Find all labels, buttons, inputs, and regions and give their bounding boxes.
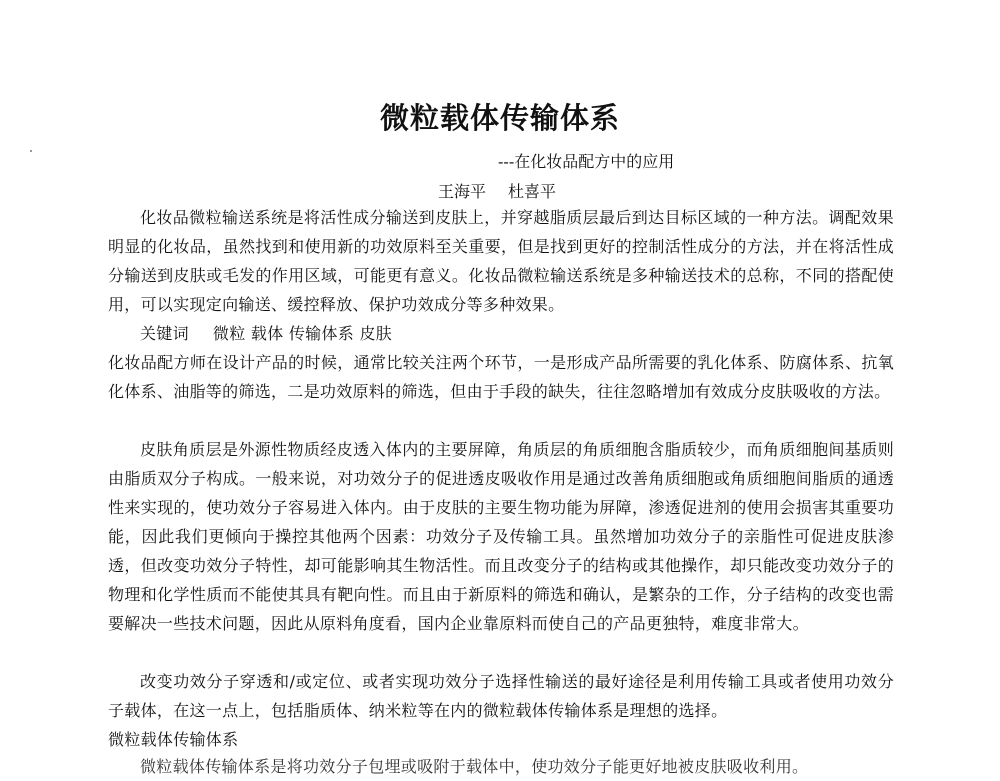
cut-off-line: 微粒载体传输体系是将功效分子包埋或吸附于载体中，使功效分子能更好地被皮肤吸收利用。 <box>140 757 809 776</box>
abstract-paragraph: 化妆品微粒输送系统是将活性成分输送到皮肤上，并穿越脂质层最后到达目标区域的一种方法。调配效果明显的化妆品，虽然找到和使用新的功效原料至关重要，但是找到更好的控制活性成分的方法，并在将活性成分输送到皮肤或毛发的作用区域，可能更有意义。化妆品微粒输送系统是多种输送技术的总称，不同的搭配使用，可以实现定向输送、缓控释放、保护功效成分等多种效果。 <box>108 208 894 314</box>
body-paragraph-3: 改变功效分子穿透和/或定位、或者实现功效分子选择性输送的最好途径是利用传输工具或者使用功效分子载体，在这一点上，包括脂质体、纳米粒等在内的微粒载体传输体系是理想的选择。 <box>108 672 894 720</box>
author-name: 王海平 <box>438 182 487 201</box>
keywords-line <box>108 319 894 348</box>
author-name: 杜喜平 <box>508 182 557 201</box>
paper-title: 微粒载体传输体系 <box>379 101 620 135</box>
body-paragraph-2: 皮肤角质层是外源性物质经皮透入体内的主要屏障，角质层的角质细胞含脂质较少，而角质细胞间基质则由脂质双分子构成。一般来说，对功效分子的促进透皮吸收作用是通过改善角质细胞或角质细胞间脂质的通透性来实现的，使功效分子容易进入体内。由于皮肤的主要生物功能为屏障，渗透促进剂的使用会损害其重要功能，因此我们更倾向于操控其他两个因素：功效分子及传输工具。虽然增加功效分子的亲脂性可促进皮肤渗透，但改变功效分子特性，却可能影响其生物活性。而且改变分子的结构或其他操作，却只能改变功效分子的物理和化学性质而不能使其具有靶向性。而且由于新原料的筛选和确认，是繁杂的工作，分子结构的改变也需要解决一些技术问题，因此从原料角度看，国内企业靠原料而使自己的产品更独特，难度非常大。 <box>108 440 894 633</box>
paper-subtitle: ---在化妆品配方中的应用 <box>498 152 675 171</box>
keywords-value: 微粒 载体 传输体系 皮肤 <box>212 324 393 343</box>
keywords-label: 关键词 <box>140 324 189 343</box>
section-heading: 微粒载体传输体系 <box>108 730 239 749</box>
author-list <box>438 179 578 202</box>
body-paragraph-1: 化妆品配方师在设计产品的时候，通常比较关注两个环节，一是形成产品所需要的乳化体系、防腐体系、抗氧化体系、油脂等的筛选，二是功效原料的筛选，但由于手段的缺失，往往忽略增加有效成分皮肤吸收的方法。 <box>108 353 894 401</box>
scan-speck <box>30 150 32 152</box>
